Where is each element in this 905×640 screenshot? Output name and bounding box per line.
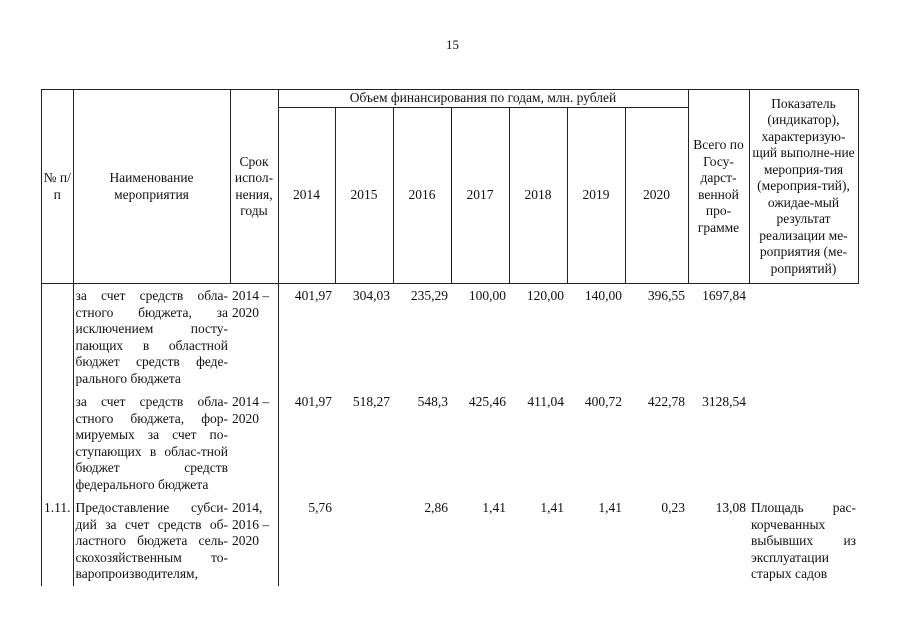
row-indicator [749, 390, 858, 496]
row-value: 1,41 [482, 500, 506, 515]
row-value: 548,3 [417, 394, 448, 409]
page-number: 15 [446, 37, 459, 52]
header-year: 2019 [567, 108, 625, 284]
header-year: 2014 [278, 108, 335, 284]
row-name: Предоставление субси-дий за счет средств об-ластного бюджета сель-скохозяйственным то-варопроизводителям, [75, 500, 228, 581]
row-total: 1697,84 [702, 288, 746, 303]
row-value: 401,97 [278, 284, 335, 391]
row-num [42, 284, 74, 391]
header-year: 2016 [393, 108, 451, 284]
row-indicator: Площадь рас-корчеванных выбывших из эксплуатации старых садов [751, 500, 856, 581]
financing-table [41, 89, 859, 586]
row-term: 2014, 2016 – 2020 [232, 500, 270, 548]
row-num: 1.11. [42, 496, 74, 586]
header-year: 2018 [509, 108, 567, 284]
row-value: 400,72 [584, 394, 622, 409]
row-term: 2014 – 2020 [232, 288, 270, 320]
row-value: 5,76 [278, 496, 335, 586]
table-row [42, 284, 859, 391]
header-num: № п/п [42, 90, 74, 284]
table-row [42, 496, 859, 586]
row-value: 401,97 [278, 390, 335, 496]
header-term: Срок испол-нения, годы [230, 90, 278, 284]
row-value: 425,46 [468, 394, 506, 409]
header-year: 2017 [451, 108, 509, 284]
row-term: 2014 – 2020 [232, 394, 270, 426]
row-name: за счет средств обла-стного бюджета, фор-мируемых за счет по-ступающих в облас-тной бюджет средств федерального бюджета [75, 394, 228, 492]
row-value: 1,41 [598, 500, 622, 515]
row-value [335, 496, 393, 586]
row-value: 411,04 [527, 394, 564, 409]
header-year: 2020 [625, 108, 688, 284]
row-total: 3128,54 [702, 394, 746, 409]
header-total: Всего по Госу-дарст-венной про-грамме [688, 90, 749, 284]
row-value: 422,78 [647, 394, 685, 409]
row-value: 304,03 [352, 288, 390, 303]
header-name: Наименование мероприятия [73, 90, 230, 284]
row-value: 396,55 [647, 288, 685, 303]
row-value: 120,00 [526, 288, 564, 303]
header-year: 2015 [335, 108, 393, 284]
row-value: 518,27 [352, 394, 390, 409]
table-row [42, 390, 859, 496]
row-value: 140,00 [584, 288, 622, 303]
row-indicator [749, 284, 858, 391]
row-total: 13,08 [715, 500, 746, 515]
row-value: 100,00 [468, 288, 506, 303]
row-num [42, 390, 74, 496]
header-indicator: Показатель (индикатор), характеризую-щий выполне-ние мероприя-тия (мероприя-тий), ожидае-мый результат реализации ме-роприятия (ме-роприятий) [749, 90, 858, 284]
row-value: 2,86 [424, 500, 448, 515]
row-name: за счет средств обла-стного бюджета, за исключением посту-пающих в областной бюджет средств феде-рального бюджета [75, 288, 228, 386]
row-value: 235,29 [410, 288, 448, 303]
row-value: 1,41 [540, 500, 564, 515]
header-funding-group: Объем финансирования по годам, млн. рублей [278, 90, 688, 108]
row-value: 0,23 [661, 500, 685, 515]
